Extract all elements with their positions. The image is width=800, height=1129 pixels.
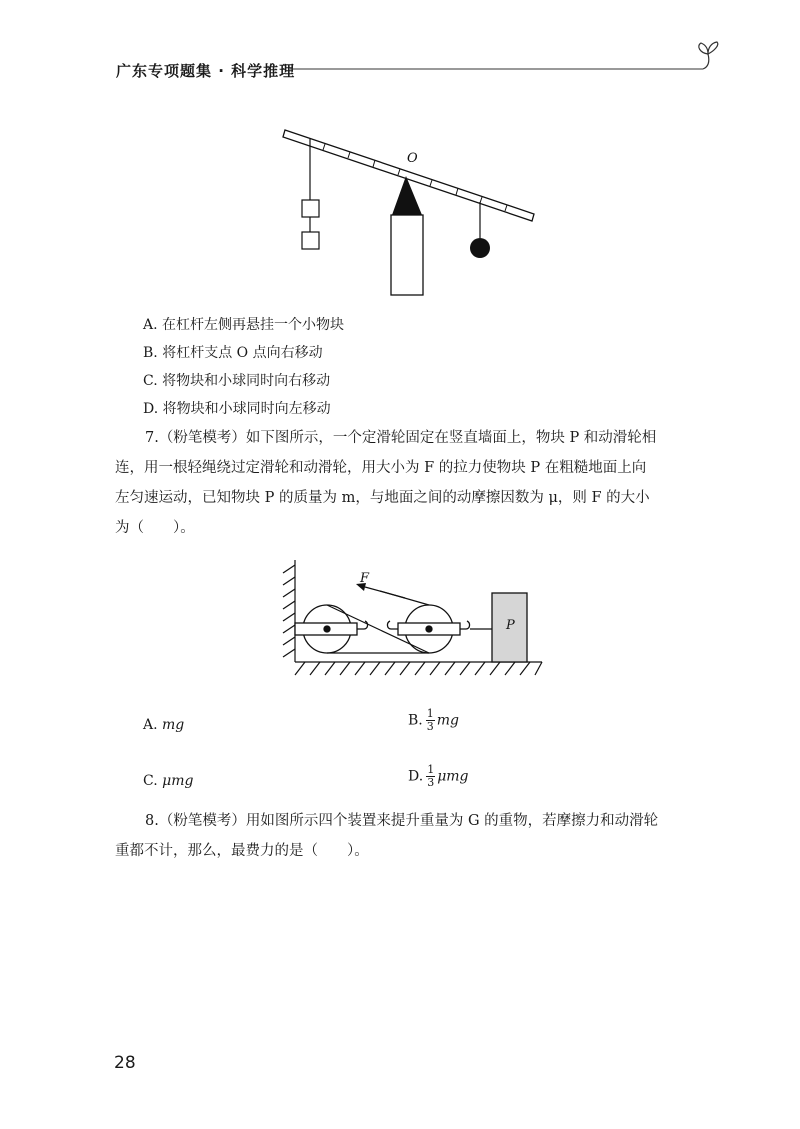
block-label: P xyxy=(506,618,515,633)
fraction: $\frac{1}{3}$ xyxy=(426,707,434,733)
pivot-label: O xyxy=(407,151,418,166)
pivot-stand xyxy=(391,215,423,295)
fraction: $\frac{1}{3}$ xyxy=(427,763,435,789)
q7-option-b: B. $\frac{1}{3}$ mg xyxy=(408,707,459,733)
q6-option-d: D. 将物块和小球同时向左移动 xyxy=(143,401,331,417)
q7-line-4: 为（ ）。 xyxy=(115,520,195,536)
header-title: 广东专项题集 · 科学推理 xyxy=(116,62,296,80)
right-ball xyxy=(470,202,490,258)
q7-option-a: A. mg xyxy=(143,717,185,733)
fixed-pulley xyxy=(295,605,368,653)
q7-line-3: 左匀速运动，已知物块 P 的质量为 m，与地面之间的动摩擦因数为 μ，则 F 的大小 xyxy=(115,490,650,506)
q6-option-c: C. 将物块和小球同时向右移动 xyxy=(143,373,331,389)
q8-line-1: 8.（粉笔模考）用如图所示四个装置来提升重量为 G 的重物，若摩擦力和动滑轮 xyxy=(145,813,659,829)
lever-figure xyxy=(270,120,550,305)
q6-option-b: B. 将杠杆支点 O 点向右移动 xyxy=(143,345,323,361)
ground xyxy=(295,662,542,675)
page-number: 28 xyxy=(114,1053,136,1073)
force-label: F xyxy=(360,571,370,586)
q8-line-2: 重都不计，那么，最费力的是（ ）。 xyxy=(115,843,369,859)
header-rule xyxy=(290,40,730,80)
q7-option-d: D. $\frac{1}{3}$ μmg xyxy=(408,763,469,789)
q7-line-2: 连，用一根轻绳绕过定滑轮和动滑轮，用大小为 F 的拉力使物块 P 在粗糙地面上向 xyxy=(115,460,647,476)
q6-option-a: A. 在杠杆左侧再悬挂一个小物块 xyxy=(143,317,345,333)
pulley-figure xyxy=(270,555,550,690)
left-weights xyxy=(302,139,319,249)
q7-option-c: C. μmg xyxy=(143,773,194,789)
sprout-icon xyxy=(699,42,718,69)
wall xyxy=(283,560,295,662)
movable-pulley xyxy=(387,605,469,653)
q7-line-1: 7.（粉笔模考）如下图所示，一个定滑轮固定在竖直墙面上，物块 P 和动滑轮相 xyxy=(145,430,657,446)
